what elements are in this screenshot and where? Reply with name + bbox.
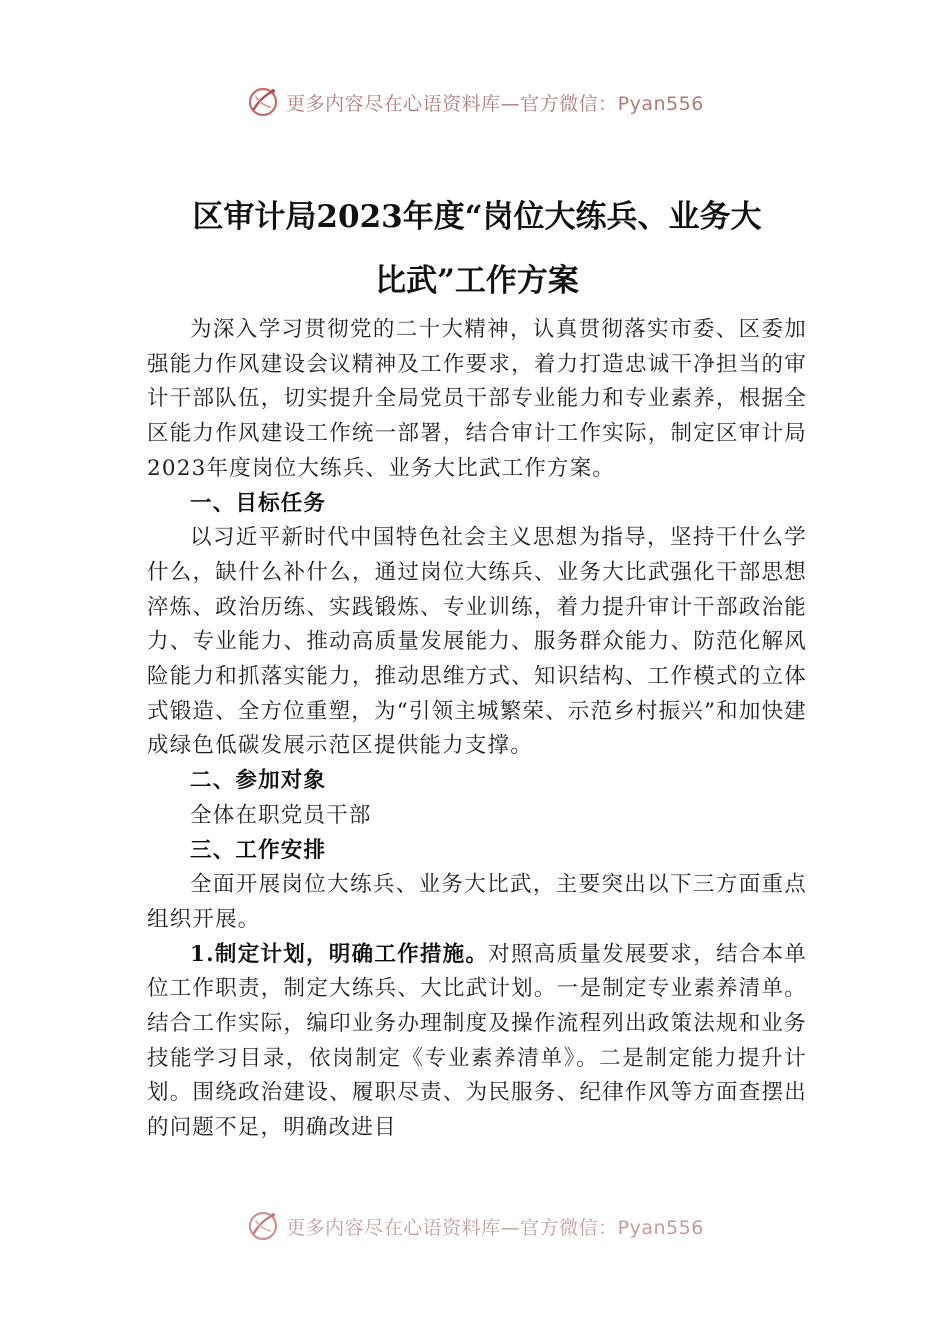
watermark-text: 更多内容尽在心语资料库—官方微信：Pyan556 — [286, 92, 704, 115]
document-title — [147, 185, 807, 313]
section-heading-arrangement: 三、工作安排 — [190, 837, 327, 863]
pen-swirl-logo-icon — [246, 85, 280, 119]
pen-swirl-logo-icon — [246, 1209, 280, 1243]
section-body-participants: 全体在职党员干部 — [190, 802, 372, 828]
item-1-paragraph — [147, 938, 807, 1146]
watermark-header — [0, 82, 950, 122]
section-body-arrangement: 全面开展岗位大练兵、业务大比武，主要突出以下三方面重点组织开展。 — [147, 872, 807, 932]
document-page — [147, 185, 807, 1146]
section-body-goals: 以习近平新时代中国特色社会主义思想为指导，坚持干什么学什么，缺什么补什么，通过岗位大练兵、业务大比武强化干部思想淬炼、政治历练、实践锻炼、专业训练，着力提升审计干部政治能力、专业能力、推动高质量发展能力、服务群众能力、防范化解风险能力和抓落实能力，推动思维方式、知识结构、工作模式的立体式锻造、全方位重塑，为“引领主城繁荣、示范乡村振兴”和加快建成绿色低碳发展示范区提供能力支撑。 — [147, 525, 807, 759]
item-1-body: 对照高质量发展要求，结合本单位工作职责，制定大练兵、大比武计划。一是制定专业素养清单。结合工作实际，编印业务办理制度及操作流程列出政策法规和业务技能学习目录，依岗制定《专业素养清单》。二是制定能力提升计划。围绕政治建设、履职尽责、为民服务、纪律作风等方面查摆出的问题不足，明确改进目 — [147, 941, 807, 1141]
section-heading-goals: 一、目标任务 — [190, 490, 327, 516]
watermark-text-footer: 更多内容尽在心语资料库—官方微信：Pyan556 — [286, 1216, 704, 1239]
item-1-lead: 1.制定计划，明确工作措施。 — [190, 941, 489, 967]
section-heading-participants: 二、参加对象 — [190, 768, 327, 794]
watermark-footer — [0, 1206, 950, 1246]
title-line-2: 比武”工作方案 — [375, 263, 579, 299]
document-body — [147, 313, 807, 1146]
title-line-1: 区审计局2023年度“岗位大练兵、业务大 — [192, 199, 762, 235]
intro-paragraph: 为深入学习贯彻党的二十大精神，认真贯彻落实市委、区委加强能力作风建设会议精神及工作要求，着力打造忠诚干净担当的审计干部队伍，切实提升全局党员干部专业能力和专业素养，根据全区能力作风建设工作统一部署，结合审计工作实际，制定区审计局2023年度岗位大练兵、业务大比武工作方案。 — [147, 317, 807, 481]
